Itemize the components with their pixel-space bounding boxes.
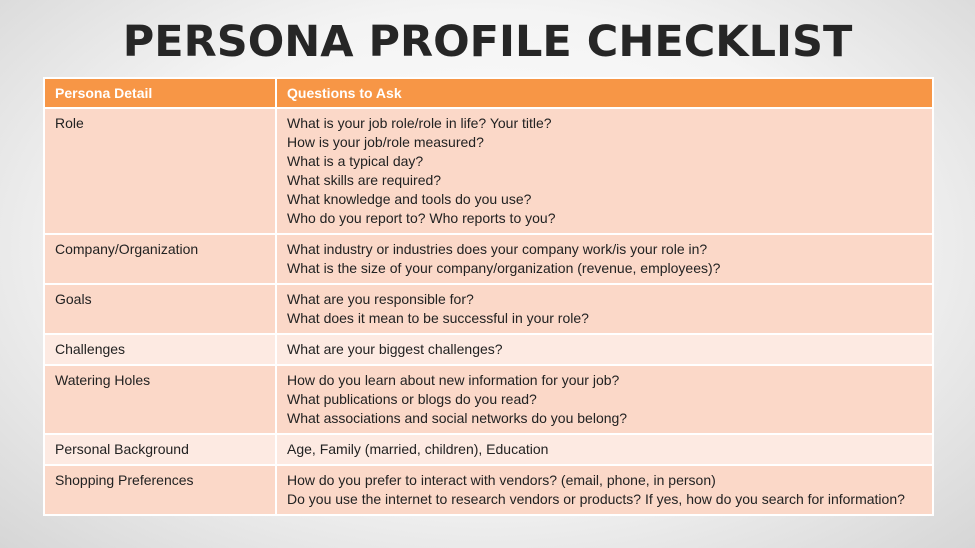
detail-cell: Personal Background (44, 434, 276, 465)
question-text: Age, Family (married, children), Education (287, 441, 549, 457)
table-row (44, 284, 933, 334)
question-text: Do you use the internet to research vendors or products? If yes, how do you search for information? (287, 491, 905, 507)
question-text: How do you prefer to interact with vendors? (email, phone, in person) (287, 472, 716, 488)
question-text: What does it mean to be successful in your role? (287, 310, 589, 326)
question-text: What associations and social networks do you belong? (287, 410, 628, 426)
column-header-questions: Questions to Ask (276, 78, 933, 108)
question-text: How do you learn about new information for your job? (287, 372, 620, 388)
question-text: What is the size of your company/organization (revenue, employees)? (287, 260, 721, 276)
persona-checklist-table (43, 77, 934, 516)
detail-cell: Company/Organization (44, 234, 276, 284)
table-row (44, 434, 933, 465)
detail-cell: Goals (44, 284, 276, 334)
questions-cell (276, 334, 933, 365)
question-text: What skills are required? (287, 172, 442, 188)
table-row (44, 334, 933, 365)
question-text: How is your job/role measured? (287, 134, 484, 150)
questions-cell (276, 108, 933, 234)
questions-cell (276, 234, 933, 284)
question-text: What is your job role/role in life? Your title? (287, 115, 552, 131)
column-header-persona-detail: Persona Detail (44, 78, 276, 108)
questions-cell (276, 465, 933, 515)
detail-cell: Challenges (44, 334, 276, 365)
table-row (44, 465, 933, 515)
detail-cell: Role (44, 108, 276, 234)
questions-cell (276, 365, 933, 434)
table-row (44, 108, 933, 234)
detail-cell: Watering Holes (44, 365, 276, 434)
question-text: What are you responsible for? (287, 291, 474, 307)
page-title: PERSONA PROFILE CHECKLIST (122, 17, 853, 67)
question-text: What are your biggest challenges? (287, 341, 503, 357)
table-row (44, 234, 933, 284)
questions-cell (276, 434, 933, 465)
question-text: What publications or blogs do you read? (287, 391, 537, 407)
questions-cell (276, 284, 933, 334)
table-row (44, 365, 933, 434)
question-text: What is a typical day? (287, 153, 424, 169)
table-header-row (44, 78, 933, 108)
detail-cell: Shopping Preferences (44, 465, 276, 515)
question-text: What industry or industries does your company work/is your role in? (287, 241, 708, 257)
question-text: Who do you report to? Who reports to you? (287, 210, 556, 226)
question-text: What knowledge and tools do you use? (287, 191, 532, 207)
